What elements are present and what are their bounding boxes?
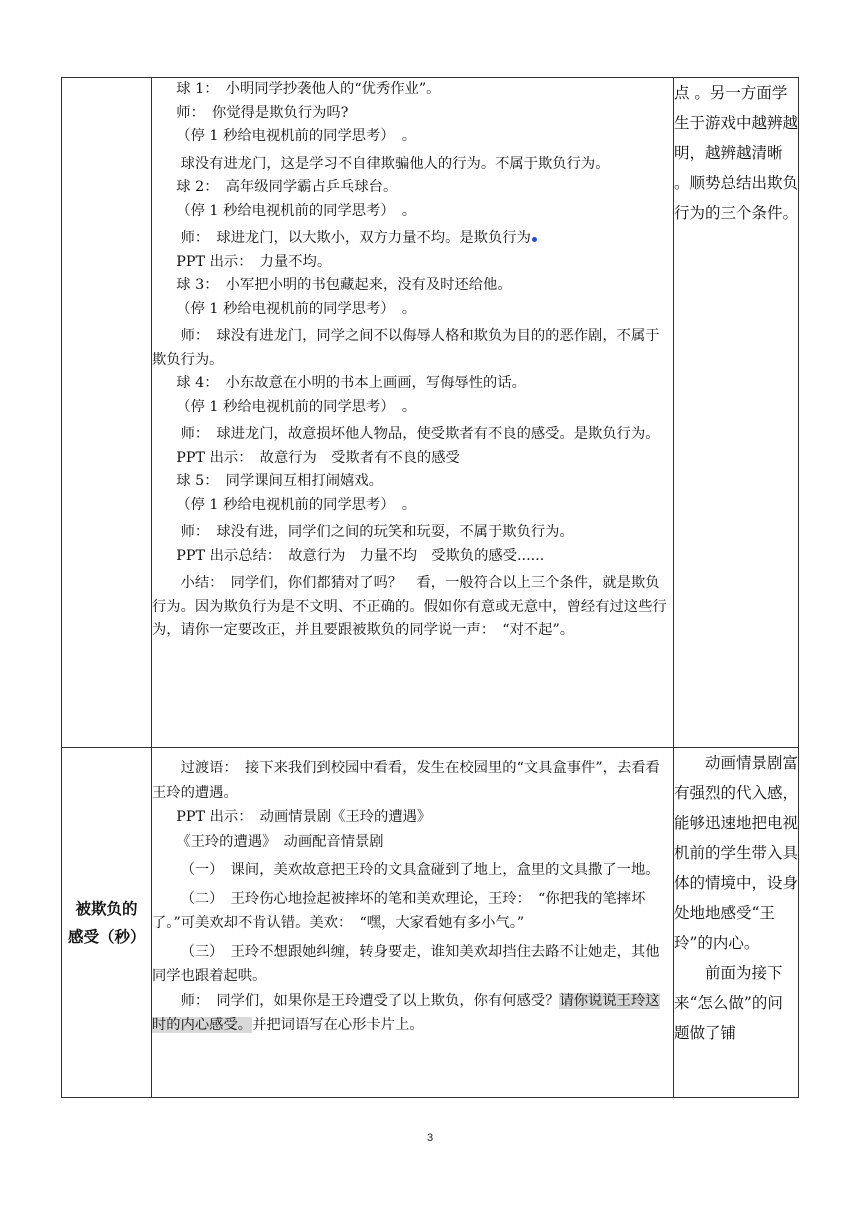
ball-4-line: 球 4： 小东故意在小明的书本上画画，写侮辱性的话。 <box>176 375 526 391</box>
ppt-summary: PPT 出示总结： 故意行为 力量不均 受欺负的感受...... <box>176 547 545 564</box>
ball-5-answer: 师： 球没有进，同学们之间的玩笑和玩耍，不属于欺负行为。 <box>180 524 574 540</box>
table-row <box>62 748 799 1098</box>
teaching-process-cell <box>152 748 674 1098</box>
design-intent-cell <box>674 78 799 748</box>
ball-5-line: 球 5： 同学课间互相打闹嬉戏。 <box>176 473 383 489</box>
design-intent-text: 动画情景剧富有强烈的代入感，能够迅速地把电视机前的学生带入具体的情境中，设身处地地感受“王玲”的内心。 <box>674 754 799 952</box>
teaching-process-cell <box>152 78 674 748</box>
stage-label: 被欺负的感受（秒） <box>68 899 146 946</box>
animation-title: 《王玲的遭遇》 动画配音情景剧 <box>176 833 384 850</box>
ball-3-line: 球 3： 小军把小明的书包藏起来，没有及时还给他。 <box>176 277 512 293</box>
scene-1: （一） 课间，美欢故意把王玲的文具盒碰到了地上，盒里的文具撒了一地。 <box>180 862 660 878</box>
stage-label-cell <box>62 78 152 748</box>
scene-3: （三） 王玲不想跟她纠缠，转身要走，谁知美欢却挡住去路不让她走，其他同学也跟着起哄。 <box>152 943 660 984</box>
ppt-show-1: PPT 出示： 力量不均。 <box>176 253 332 270</box>
page-number: 3 <box>426 1132 434 1144</box>
pause-note: （停 1 秒给电视机前的同学思考） 。 <box>176 300 417 317</box>
ppt-show-2: PPT 出示： 故意行为 受欺者有不良的感受 <box>176 449 460 466</box>
pause-note: （停 1 秒给电视机前的同学思考） 。 <box>176 128 417 144</box>
scene-2: （二） 王玲伤心地捡起被摔坏的笔和美欢理论，王玲： “你把我的笔摔坏了。”可美欢却不肯认错。美欢： “嘿，大家看她有多小气。” <box>152 890 646 931</box>
pause-note: （停 1 秒给电视机前的同学思考） 。 <box>176 398 417 415</box>
ppt-show-animation: PPT 出示： 动画情景剧《王玲的遭遇》 <box>176 809 432 825</box>
teacher-feeling-question: 师： 同学们，如果你是王玲遭受了以上欺负，你有何感受？请你说说王玲这时的内心感受。并把词语写在心形卡片上。 <box>152 992 660 1033</box>
pause-note: （停 1 秒给电视机前的同学思考） 。 <box>176 202 417 219</box>
ball-1-answer: 球没有进龙门，这是学习不自律欺骗他人的行为。不属于欺负行为。 <box>180 155 610 172</box>
ball-4-answer: 师： 球进龙门，故意损坏他人物品，使受欺者有不良的感受。是欺负行为。 <box>180 426 660 442</box>
design-intent-cell <box>674 748 799 1098</box>
ball-2-line: 球 2： 高年级同学霸占乒乓球台。 <box>176 179 398 195</box>
ball-3-answer: 师： 球没有进龙门，同学之间不以侮辱人格和欺负为目的的恶作剧，不属于欺负行为。 <box>152 328 660 368</box>
summary-paragraph: 小结： 同学们，你们都猜对了吗？ 看，一般符合以上三个条件，就是欺负行为。因为欺负行为是不文明、不正确的。假如你有意或无意中，曾经有过这些行为，请你一定要改正，并且要跟被欺负的同学说一声： “对不起”。 <box>152 575 667 638</box>
design-intent-text: 点 。另一方面学生于游戏中越辨越明，越辨越清晰 。顺势总结出欺负行为的三个条件。 <box>674 84 799 222</box>
stage-label-cell <box>62 748 152 1098</box>
table-row <box>62 78 799 748</box>
pause-note: （停 1 秒给电视机前的同学思考） 。 <box>176 496 417 513</box>
teacher-question: 师： 你觉得是欺负行为吗? <box>176 104 349 121</box>
highlighted-text: 请你说说王玲这时的内心感受。 <box>152 992 660 1033</box>
ball-2-answer: 师： 球进龙门，以大欺小，双方力量不均。是欺负行为 <box>152 227 673 251</box>
transition-line: 过渡语： 接下来我们到校园中看看，发生在校园里的“文具盒事件”，去看看王玲的遭遇。 <box>152 760 660 801</box>
blue-dot-marker <box>532 237 537 242</box>
ball-1-line: 球 1： 小明同学抄袭他人的“优秀作业”。 <box>176 81 441 97</box>
design-intent-text-2: 前面为接下来“怎么做”的问题做了铺 <box>674 964 783 1042</box>
lesson-plan-table <box>61 77 799 1098</box>
